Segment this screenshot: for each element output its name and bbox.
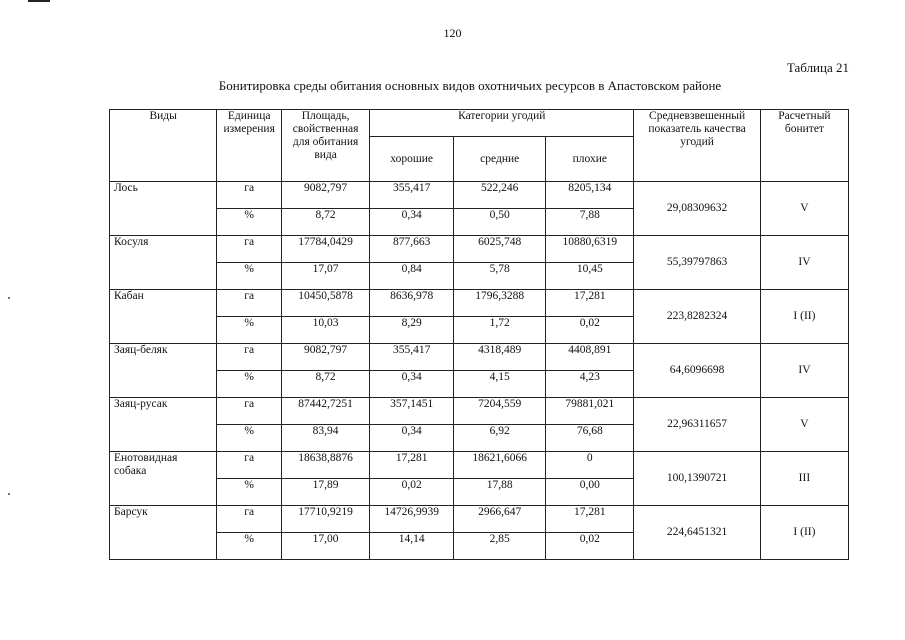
area-ha-cell: 9082,797 (282, 182, 370, 209)
poor-pct-cell: 7,88 (546, 209, 634, 236)
bonitet-cell: III (760, 452, 848, 506)
area-pct-cell: 83,94 (282, 425, 370, 452)
unit-cell: % (217, 533, 282, 560)
species-name-line: Заяц-русак (114, 398, 168, 410)
species-name-line: собака (114, 465, 147, 477)
poor-pct-cell: 0,02 (546, 317, 634, 344)
header-poor: плохие (546, 137, 634, 182)
poor-ha-cell: 17,281 (546, 290, 634, 317)
good-pct-cell: 0,34 (370, 371, 454, 398)
species-name (110, 452, 217, 506)
good-ha-cell: 17,281 (370, 452, 454, 479)
unit-cell: % (217, 317, 282, 344)
good-ha-cell: 357,1451 (370, 398, 454, 425)
bonitet-table (109, 109, 849, 560)
species-name (110, 398, 217, 452)
species-name-line: Кабан (114, 290, 144, 302)
scan-speck (8, 297, 10, 299)
unit-cell: % (217, 263, 282, 290)
medium-pct-cell: 0,50 (454, 209, 546, 236)
poor-pct-cell: 0,00 (546, 479, 634, 506)
medium-ha-cell: 6025,748 (454, 236, 546, 263)
good-pct-cell: 8,29 (370, 317, 454, 344)
species-name-line: Косуля (114, 236, 149, 248)
quality-cell: 100,1390721 (634, 452, 761, 506)
poor-ha-cell: 10880,6319 (546, 236, 634, 263)
header-medium: средние (454, 137, 546, 182)
poor-ha-cell: 17,281 (546, 506, 634, 533)
area-pct-cell: 17,89 (282, 479, 370, 506)
good-pct-cell: 0,34 (370, 209, 454, 236)
poor-pct-cell: 76,68 (546, 425, 634, 452)
header-unit: Единица измерения (217, 110, 282, 182)
good-pct-cell: 14,14 (370, 533, 454, 560)
species-name-line: Заяц-беляк (114, 344, 168, 356)
unit-cell: % (217, 479, 282, 506)
good-ha-cell: 355,417 (370, 182, 454, 209)
quality-cell: 64,6096698 (634, 344, 761, 398)
area-ha-cell: 17710,9219 (282, 506, 370, 533)
good-pct-cell: 0,34 (370, 425, 454, 452)
table-row (110, 182, 849, 209)
table-row (110, 506, 849, 533)
medium-pct-cell: 17,88 (454, 479, 546, 506)
quality-cell: 22,96311657 (634, 398, 761, 452)
header-quality: Средневзвешенный показатель качества угодий (634, 110, 761, 182)
medium-ha-cell: 18621,6066 (454, 452, 546, 479)
header-good: хорошие (370, 137, 454, 182)
good-ha-cell: 877,663 (370, 236, 454, 263)
scan-corner-mark (28, 0, 50, 2)
document-title: Бонитировка среды обитания основных видов охотничьих ресурсов в Апастовском районе (218, 78, 722, 93)
bonitet-cell: V (760, 182, 848, 236)
good-ha-cell: 8636,978 (370, 290, 454, 317)
poor-ha-cell: 0 (546, 452, 634, 479)
medium-pct-cell: 4,15 (454, 371, 546, 398)
unit-cell: га (217, 506, 282, 533)
table-row (110, 290, 849, 317)
table-body (110, 182, 849, 560)
unit-cell: % (217, 425, 282, 452)
table-row (110, 344, 849, 371)
unit-cell: % (217, 371, 282, 398)
unit-cell: га (217, 182, 282, 209)
unit-cell: га (217, 236, 282, 263)
medium-ha-cell: 4318,489 (454, 344, 546, 371)
species-name-line: Барсук (114, 506, 148, 518)
medium-ha-cell: 1796,3288 (454, 290, 546, 317)
good-pct-cell: 0,02 (370, 479, 454, 506)
area-pct-cell: 17,00 (282, 533, 370, 560)
table-label: Таблица 21 (786, 60, 849, 75)
header-bonitet: Расчетный бонитет (760, 110, 848, 182)
medium-ha-cell: 522,246 (454, 182, 546, 209)
species-name (110, 182, 217, 236)
poor-pct-cell: 10,45 (546, 263, 634, 290)
good-ha-cell: 355,417 (370, 344, 454, 371)
species-name (110, 344, 217, 398)
area-pct-cell: 17,07 (282, 263, 370, 290)
table-row (110, 398, 849, 425)
good-ha-cell: 14726,9939 (370, 506, 454, 533)
bonitet-cell: V (760, 398, 848, 452)
header-species: Виды (110, 110, 217, 182)
poor-pct-cell: 4,23 (546, 371, 634, 398)
page-number: 120 (443, 26, 462, 40)
medium-ha-cell: 2966,647 (454, 506, 546, 533)
unit-cell: га (217, 452, 282, 479)
poor-ha-cell: 8205,134 (546, 182, 634, 209)
poor-ha-cell: 4408,891 (546, 344, 634, 371)
quality-cell: 29,08309632 (634, 182, 761, 236)
medium-ha-cell: 7204,559 (454, 398, 546, 425)
area-pct-cell: 8,72 (282, 209, 370, 236)
species-name (110, 236, 217, 290)
medium-pct-cell: 5,78 (454, 263, 546, 290)
bonitet-cell: IV (760, 344, 848, 398)
unit-cell: га (217, 344, 282, 371)
unit-cell: % (217, 209, 282, 236)
quality-cell: 223,8282324 (634, 290, 761, 344)
species-name (110, 506, 217, 560)
header-categories: Категории угодий (370, 110, 634, 137)
poor-ha-cell: 79881,021 (546, 398, 634, 425)
table-row (110, 236, 849, 263)
table-row (110, 452, 849, 479)
poor-pct-cell: 0,02 (546, 533, 634, 560)
species-name-line: Лось (114, 182, 138, 194)
medium-pct-cell: 1,72 (454, 317, 546, 344)
bonitet-cell: IV (760, 236, 848, 290)
unit-cell: га (217, 290, 282, 317)
bonitet-cell: I (II) (760, 290, 848, 344)
area-pct-cell: 8,72 (282, 371, 370, 398)
species-name (110, 290, 217, 344)
unit-cell: га (217, 398, 282, 425)
species-name-line: Енотовидная (114, 452, 178, 464)
medium-pct-cell: 2,85 (454, 533, 546, 560)
quality-cell: 55,39797863 (634, 236, 761, 290)
area-ha-cell: 17784,0429 (282, 236, 370, 263)
good-pct-cell: 0,84 (370, 263, 454, 290)
area-ha-cell: 10450,5878 (282, 290, 370, 317)
area-ha-cell: 18638,8876 (282, 452, 370, 479)
area-pct-cell: 10,03 (282, 317, 370, 344)
scan-speck (8, 493, 10, 495)
area-ha-cell: 87442,7251 (282, 398, 370, 425)
area-ha-cell: 9082,797 (282, 344, 370, 371)
medium-pct-cell: 6,92 (454, 425, 546, 452)
header-area: Площадь, свойственная для обитания вида (282, 110, 370, 182)
quality-cell: 224,6451321 (634, 506, 761, 560)
bonitet-cell: I (II) (760, 506, 848, 560)
